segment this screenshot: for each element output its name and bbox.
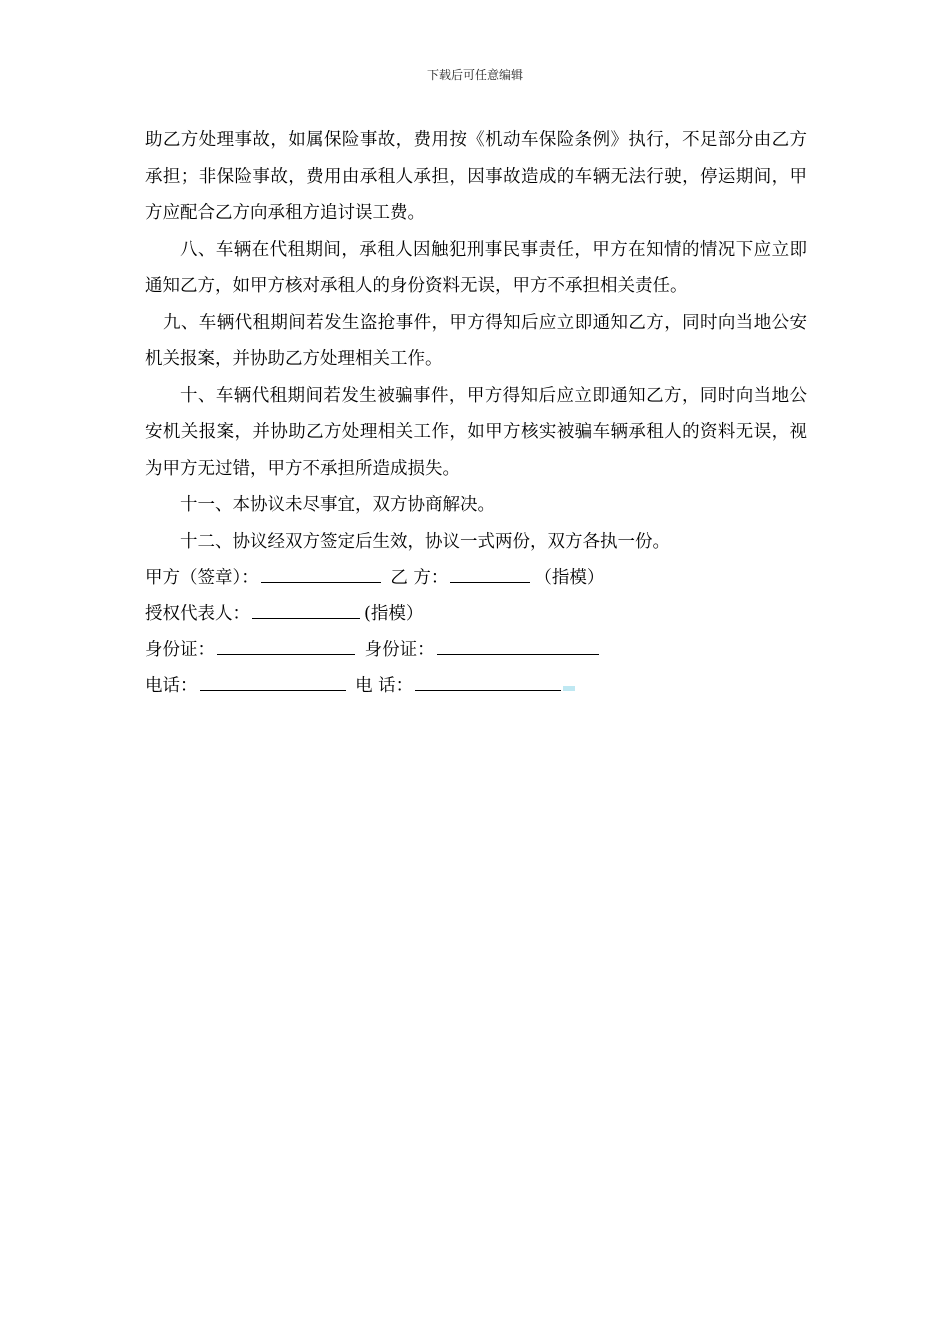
phone-blank-a[interactable] — [200, 672, 346, 691]
paragraph-continuation: 助乙方处理事故，如属保险事故，费用按《机动车保险条例》执行，不足部分由乙方承担；非保险事故，费用由承租人承担，因事故造成的车辆无法行驶，停运期间，甲方应配合乙方向承租方追讨误工费。 — [145, 130, 807, 223]
id-blank-a[interactable] — [217, 636, 355, 655]
id-blank-b[interactable] — [437, 636, 599, 655]
party-a-signature-blank[interactable] — [261, 564, 381, 583]
signature-row-id — [145, 632, 807, 668]
clause-9: 九、车辆代租期间若发生盗抢事件，甲方得知后应立即通知乙方，同时向当地公安机关报案，并协助乙方处理相关工作。 — [145, 312, 807, 369]
representative-blank[interactable] — [252, 600, 360, 619]
phone-label-a: 电话： — [145, 676, 198, 696]
clause-10: 十、车辆代租期间若发生被骗事件，甲方得知后应立即通知乙方，同时向当地公安机关报案，并协助乙方处理相关工作，如甲方核实被骗车辆承租人的资料无误，视为甲方无过错，甲方不承担所造成损失。 — [145, 385, 807, 479]
representative-fingerprint-label: (指模） — [364, 604, 424, 624]
text-cursor-marker — [563, 686, 575, 691]
clause-11: 十一、本协议未尽事宜，双方协商解决。 — [180, 495, 495, 515]
id-label-b: 身份证： — [364, 640, 435, 660]
page-header-note: 下载后可任意编辑 — [426, 68, 523, 82]
clause-12: 十二、协议经双方签定后生效，协议一式两份，双方各执一份。 — [180, 531, 670, 552]
party-b-label: 乙 方： — [390, 568, 449, 588]
clause-8: 八、车辆在代租期间，承租人因触犯刑事民事责任，甲方在知情的情况下应立即通知乙方，如甲方核对承租人的身份资料无误，甲方不承担相关责任。 — [145, 239, 807, 296]
representative-label: 授权代表人： — [145, 604, 250, 624]
document-body — [145, 122, 807, 704]
party-a-label: 甲方（签章）： — [145, 568, 259, 588]
signature-row-representative — [145, 596, 807, 632]
phone-label-b: 电 话： — [355, 676, 414, 696]
party-b-signature-blank[interactable] — [450, 564, 530, 583]
party-b-fingerprint-label: （指模） — [534, 568, 605, 588]
phone-blank-b[interactable] — [415, 672, 561, 691]
id-label-a: 身份证： — [145, 640, 215, 660]
signature-row-phone — [145, 668, 807, 704]
signature-row-parties — [145, 560, 807, 596]
